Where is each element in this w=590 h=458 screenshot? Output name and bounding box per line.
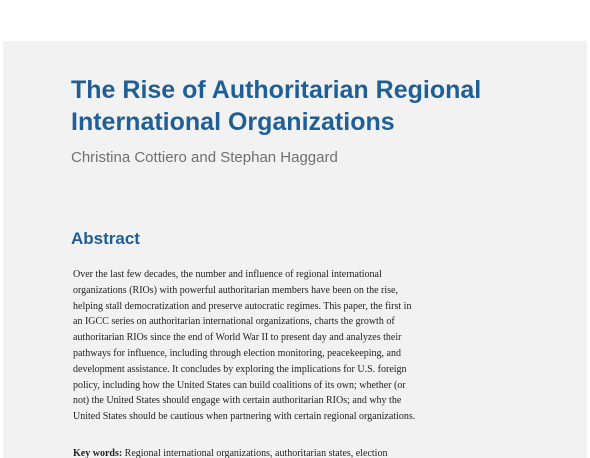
abstract-line: an IGCC series on authoritarian international organizations, charts the growth of — [73, 316, 395, 328]
abstract-line: pathways for influence, including through election monitoring, peacekeeping, and — [73, 347, 401, 359]
title-line: International Organizations — [71, 108, 395, 136]
abstract-line: development assistance. It concludes by exploring the implications for U.S. foreign — [73, 363, 407, 375]
abstract-line: policy, including how the United States can build coalitions of its own; whether (or — [73, 379, 406, 391]
abstract-body — [73, 267, 453, 425]
abstract-line: helping stall democratization and preserve autocratic regimes. This paper, the first in — [73, 300, 412, 312]
abstract-line: not) the United States should engage with certain authoritarian RIOs; and why the — [73, 395, 402, 407]
keywords-label: Key words: — [73, 448, 123, 458]
abstract-line: organizations (RIOs) with powerful authoritarian members have been on the rise, — [73, 284, 398, 296]
keywords — [73, 446, 387, 458]
abstract-line: Over the last few decades, the number and influence of regional international — [73, 269, 382, 280]
paper-authors: Christina Cottiero and Stephan Haggard — [71, 149, 338, 166]
keywords-text: Regional international organizations, authoritarian states, election — [122, 448, 388, 458]
abstract-line: United States should be cautious when partnering with certain regional organizations. — [73, 411, 416, 423]
abstract-line: authoritarian RIOs since the end of World War II to present day and analyzes their — [73, 332, 402, 344]
paper-title — [71, 74, 551, 138]
title-line: The Rise of Authoritarian Regional — [71, 76, 482, 104]
paper-page — [3, 41, 587, 458]
abstract-heading: Abstract — [71, 229, 140, 248]
